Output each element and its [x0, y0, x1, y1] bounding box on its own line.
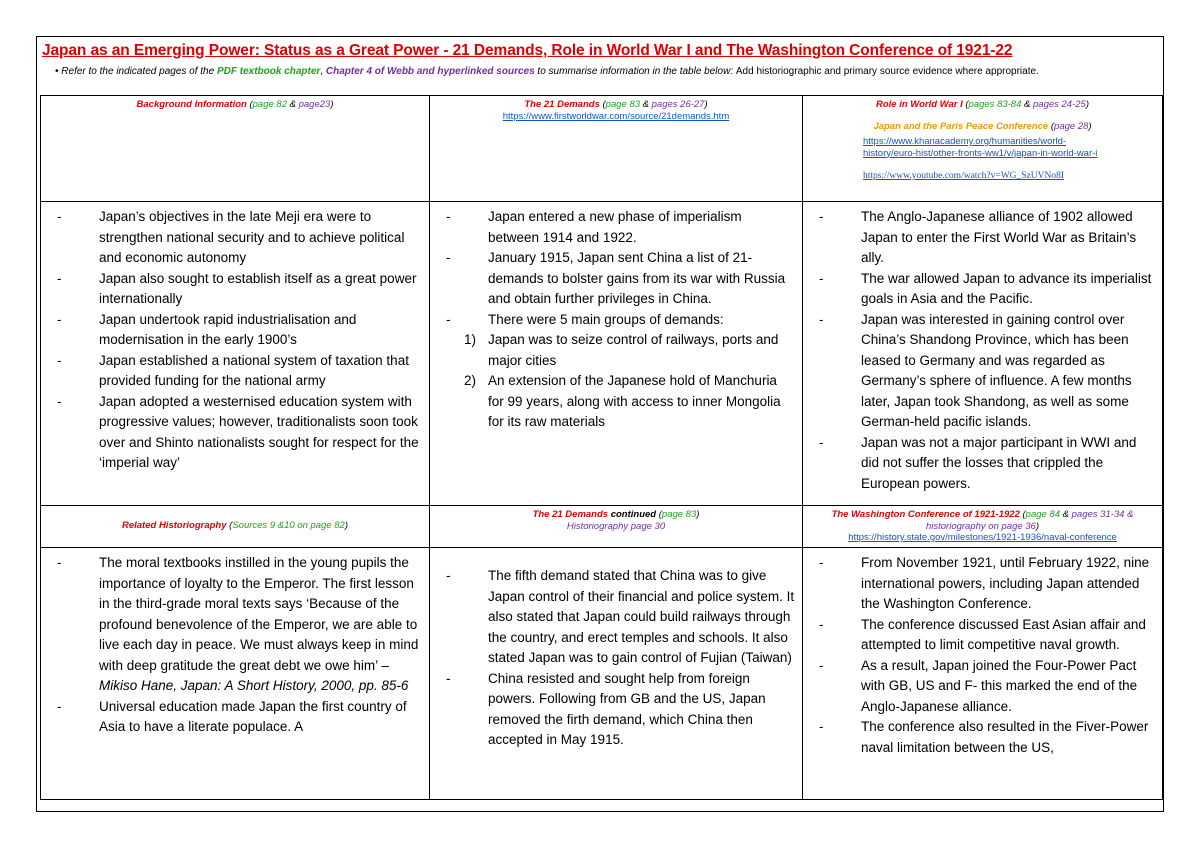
list-item: - Japan established a national system of taxation that provided funding for the national army: [45, 351, 423, 392]
list-item: - Japan’s objectives in the late Meji era were to strengthen national security and to achieve political and economic autonomy: [45, 207, 423, 269]
instructions-comma: ,: [320, 66, 326, 77]
instructions-and: and: [414, 66, 438, 77]
list-item: - Japan also sought to establish itself as a great power internationally: [45, 269, 423, 310]
list-item: [45, 553, 423, 676]
paren: (: [656, 509, 662, 520]
list-item: - China resisted and sought help from foreign powers. Following from GB and the US, Japan removed the firth demand, which China then accepted in May 1915.: [434, 669, 796, 751]
amp: &: [286, 99, 299, 110]
cell-background-info: [41, 202, 430, 506]
link-history-state-gov[interactable]: https://history.state.gov/milestones/1921-1936/naval-conference: [848, 532, 1117, 543]
page-ref: page 83: [605, 99, 641, 110]
list-item: - Japan undertook rapid industrialisation and modernisation in the early 1900’s: [45, 310, 423, 351]
paren: (: [962, 99, 969, 110]
page-ref: pages 26-27: [651, 99, 705, 110]
cell-washington-conference: [803, 548, 1163, 800]
page-ref: page 84: [1025, 509, 1061, 520]
document-page: [36, 36, 1164, 812]
paren: (: [226, 520, 233, 531]
header-ww1: [803, 96, 1163, 202]
list-item: [434, 310, 796, 433]
link-youtube[interactable]: https://www.youtube.com/watch?v=WG_SzUVNo8I: [863, 171, 1065, 181]
link-firstworldwar[interactable]: https://www.firstworldwar.com/source/21demands.htm: [502, 110, 730, 122]
page-ref: pages 24-25: [1033, 99, 1086, 110]
paren: (: [1019, 509, 1026, 520]
heading-21-demands-2: The 21 Demands: [532, 509, 609, 520]
paren: ): [696, 509, 700, 520]
instructions: [55, 66, 1135, 79]
list-item: - The conference also resulted in the Fiver-Power naval limitation between the US,: [807, 717, 1156, 758]
number-label: 1): [464, 332, 477, 347]
paren: (: [246, 99, 253, 110]
page-ref: page23: [298, 99, 331, 110]
cell-historiography: [41, 548, 430, 800]
list-item: - January 1915, Japan sent China a list of 21-demands to bolster gains from its war with Russia and obtain further privileges in China.: [434, 248, 796, 310]
list-item: - Japan was not a major participant in WWI and did not suffer the losses that crippled the European powers.: [807, 433, 1156, 495]
instructions-text-2: to summarise information in the table below:: [534, 66, 736, 77]
list-item-text: The moral textbooks instilled in the young pupils the importance of loyalty to the Emperor. The first lesson in the third-grade moral texts says ‘Because of the profound benevolence of the Emperor, we are able to live each day in peace. We must always keep in mind with deep gratitude the great debt we owe him’ –: [99, 555, 419, 673]
cell-21-demands-continued: [430, 548, 803, 800]
list-item: - The fifth demand stated that China was to give Japan control of their financial and police system. It also stated that Japan could build railways through the country, and erect temples and schools. It also stated Japan was to gain control of Fujian (Taiwan): [434, 566, 796, 669]
heading-background-info: Background Information: [136, 99, 247, 110]
numbered-text: Japan was to seize control of railways, ports and major cities: [488, 332, 779, 368]
list-item: - From November 1921, until February 1922, nine international powers, including Japan attended the Washington Conference.: [807, 553, 1156, 615]
header-21-demands-continued: [430, 506, 803, 548]
heading-paris-conference: Japan and the Paris Peace Conference: [873, 120, 1049, 132]
amp: &: [640, 99, 652, 110]
historiography-page-ref: Historiography page 30: [566, 520, 666, 532]
header-historiography: [41, 506, 430, 548]
list-item: - The war allowed Japan to advance its imperialist goals in Asia and the Pacific.: [807, 269, 1156, 310]
instructions-bullet: •: [55, 66, 59, 77]
paren: ): [1085, 99, 1089, 110]
heading-role-ww1: Role in World War I: [875, 99, 963, 110]
list-item: - As a result, Japan joined the Four-Power Pact with GB, US and F- this marked the end of the Anglo-Japanese alliance.: [807, 656, 1156, 718]
cell-21-demands: [430, 202, 803, 506]
paren: ): [1088, 120, 1092, 132]
numbered-item: [464, 371, 796, 433]
paren: (: [1048, 120, 1055, 132]
heading-continued: continued: [608, 509, 657, 520]
instructions-chapter: Chapter 4 of Webb: [325, 66, 415, 77]
amp: &: [1060, 509, 1072, 520]
paren: (: [599, 99, 606, 110]
header-background: [41, 96, 430, 202]
heading-21-demands: The 21 Demands: [524, 99, 600, 110]
numbered-item: [464, 330, 796, 371]
paren: ): [344, 520, 349, 531]
list-item: - Japan was interested in gaining control over China’s Shandong Province, which has been leased to Germany and was regarded as Germany’s sphere of influence. A few months later, Japan took Shandong, as well as some German-held pacific islands.: [807, 310, 1156, 433]
header-21-demands: [430, 96, 803, 202]
page-ref: pages 83-84: [968, 99, 1022, 110]
list-item: - The Anglo-Japanese alliance of 1902 allowed Japan to enter the First World War as Britain’s ally.: [807, 207, 1156, 269]
page-ref: Sources 9 &10 on page 82: [232, 520, 345, 531]
heading-washington-conference: The Washington Conference of 1921-1922: [831, 509, 1020, 520]
amp: &: [1021, 99, 1033, 110]
instructions-text-1: Refer to the indicated pages of the: [61, 66, 217, 77]
link-khanacademy-line1[interactable]: https://www.khanacademy.org/humanities/world-: [863, 136, 1067, 147]
page-title: Japan as an Emerging Power: Status as a Great Power - 21 Demands, Role in World War I and The Washington Conference of 1921-22: [42, 42, 1013, 59]
number-label: 2): [464, 373, 477, 388]
page-ref: page 28: [1054, 120, 1089, 132]
paren: ): [330, 99, 334, 110]
header-washington: [803, 506, 1163, 548]
list-item-text: There were 5 main groups of demands:: [488, 311, 724, 327]
summary-table: [40, 95, 1163, 800]
link-khanacademy-line2[interactable]: history/euro-hist/other-fronts-ww1/v/japan-in-world-war-i: [863, 147, 1098, 159]
citation: Mikiso Hane, Japan: A Short History, 2000, pp. 85-6: [99, 678, 409, 693]
heading-related-historiography: Related Historiography: [121, 520, 227, 531]
page-ref: pages 31-34 & historiography on page 36: [925, 509, 1134, 532]
list-item: - Japan adopted a westernised education system with progressive values; however, traditionalists soon took over and Shinto nationalists sought for respect for the ‘imperial way’: [45, 392, 423, 474]
list-item: - Japan entered a new phase of imperialism between 1914 and 1922.: [434, 207, 796, 248]
instructions-plain: Add historiographic and primary source evidence where appropriate.: [735, 66, 1039, 77]
page-ref: page 82: [252, 99, 287, 110]
instructions-pdf: PDF textbook chapter: [216, 66, 321, 77]
numbered-text: An extension of the Japanese hold of Manchuria for 99 years, along with access to inner Mongolia for its raw materials: [488, 373, 781, 429]
cell-role-ww1: [803, 202, 1163, 506]
paren: ): [1035, 520, 1040, 532]
list-item: - Universal education made Japan the first country of Asia to have a literate populace. A: [45, 697, 423, 738]
paren: ): [704, 99, 708, 110]
instructions-hyper: hyperlinked sources: [437, 66, 535, 77]
page-ref: page 83: [661, 509, 697, 520]
list-item: - The conference discussed East Asian affair and attempted to limit competitive naval growth.: [807, 615, 1156, 656]
